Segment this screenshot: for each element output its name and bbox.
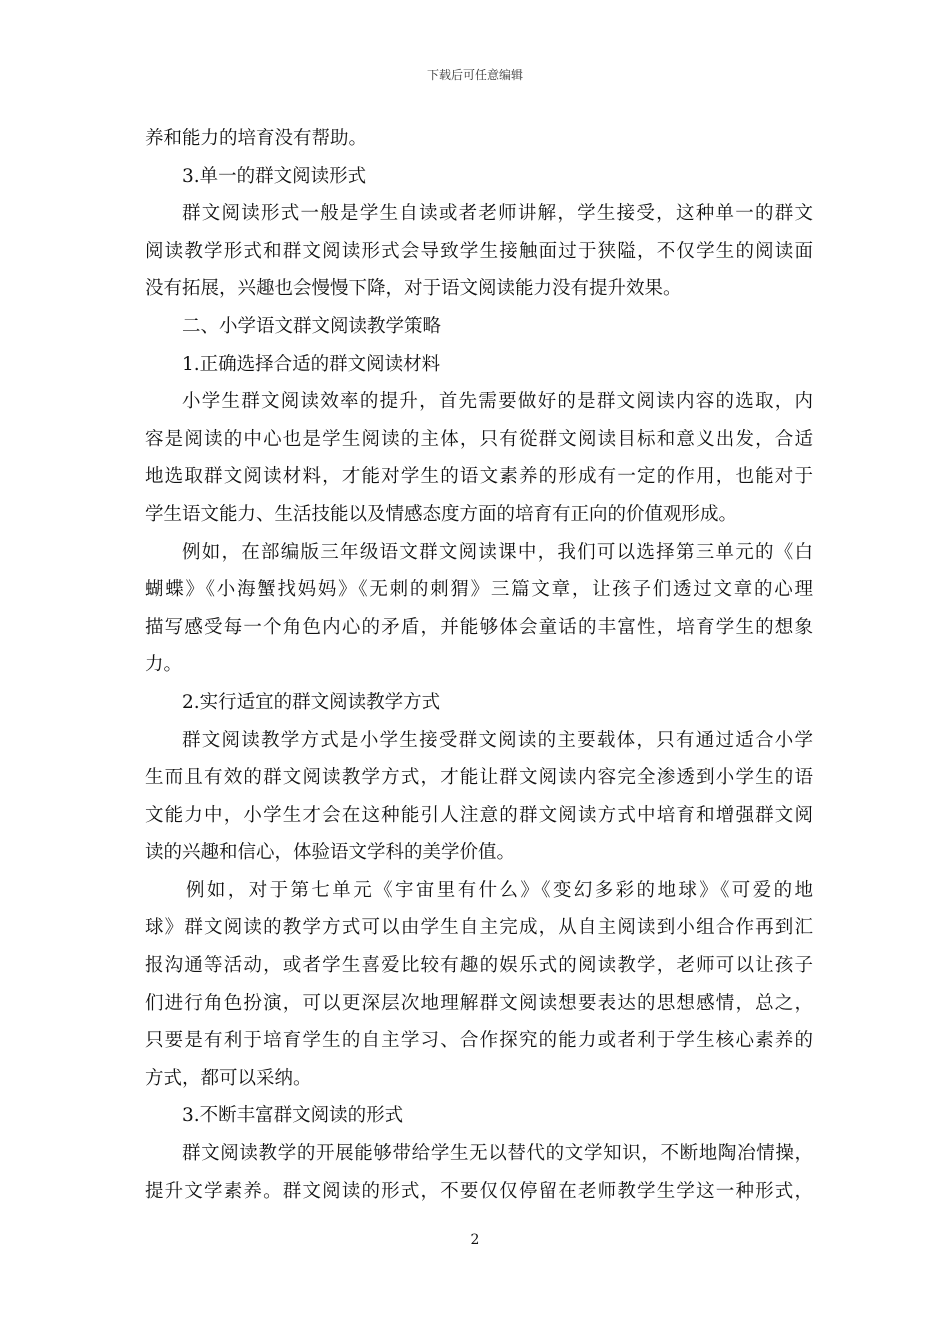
section-heading: 2.实行适宜的群文阅读教学方式 xyxy=(182,691,441,713)
body-text xyxy=(145,120,813,1210)
text-line: 学生语文能力、生活技能以及情感态度方面的培育有正向的价值观形成。 xyxy=(145,503,738,525)
text-line: 们进行角色扮演，可以更深层次地理解群文阅读想要表达的思想感情，总之， xyxy=(145,992,813,1014)
text-line: 没有拓展，兴趣也会慢慢下降，对于语文阅读能力没有提升效果。 xyxy=(145,278,682,300)
text-line: 方式，都可以采纳。 xyxy=(145,1067,312,1089)
text-line: 群文阅读教学的开展能够带给学生无以替代的文学知识，不断地陶冶情操， xyxy=(182,1143,813,1165)
section-heading: 3.单一的群文阅读形式 xyxy=(182,165,367,187)
text-line: 文能力中，小学生才会在这种能引人注意的群文阅读方式中培育和增强群文阅 xyxy=(145,804,813,826)
text-line: 例如，在部编版三年级语文群文阅读课中，我们可以选择第三单元的《白 xyxy=(182,541,813,563)
text-line: 阅读教学形式和群文阅读形式会导致学生接触面过于狭隘，不仅学生的阅读面 xyxy=(145,240,813,262)
text-line: 蝴蝶》《小海蟹找妈妈》《无刺的刺猬》三篇文章，让孩子们透过文章的心理 xyxy=(145,579,813,601)
text-line: 养和能力的培育没有帮助。 xyxy=(145,128,368,149)
text-line: 容是阅读的中心也是学生阅读的主体，只有從群文阅读目标和意义出发，合适 xyxy=(145,428,813,450)
page-number: 2 xyxy=(470,1232,480,1248)
text-line: 描写感受每一个角色内心的矛盾，并能够体会童话的丰富性，培育学生的想象 xyxy=(145,616,813,638)
section-heading: 1.正确选择合适的群文阅读材料 xyxy=(182,353,441,375)
page-header: 下载后可任意编辑 xyxy=(426,68,523,82)
text-line: 生而且有效的群文阅读教学方式，才能让群文阅读内容完全渗透到小学生的语 xyxy=(145,767,813,789)
text-line: 提升文学素养。群文阅读的形式，不要仅仅停留在老师教学生学这一种形式， xyxy=(145,1180,813,1202)
text-line: 例如，对于第七单元《宇宙里有什么》《变幻多彩的地球》《可爱的地 xyxy=(186,879,813,901)
text-line: 只要是有利于培育学生的自主学习、合作探究的能力或者利于学生核心素养的 xyxy=(145,1030,813,1052)
text-line: 群文阅读教学方式是小学生接受群文阅读的主要载体，只有通过适合小学 xyxy=(182,729,813,751)
section-heading: 3.不断丰富群文阅读的形式 xyxy=(182,1105,404,1127)
text-line: 地选取群文阅读材料，才能对学生的语文素养的形成有一定的作用，也能对于 xyxy=(145,466,813,488)
text-line: 球》群文阅读的教学方式可以由学生自主完成，从自主阅读到小组合作再到汇 xyxy=(145,917,813,939)
text-line: 报沟通等活动，或者学生喜爱比较有趣的娱乐式的阅读教学，老师可以让孩子 xyxy=(145,955,813,977)
section-heading: 二、小学语文群文阅读教学策略 xyxy=(182,315,442,337)
text-line: 小学生群文阅读效率的提升，首先需要做好的是群文阅读内容的选取，内 xyxy=(182,391,813,413)
text-line: 读的兴趣和信心，体验语文学科的美学价值。 xyxy=(145,842,516,864)
text-line: 群文阅读形式一般是学生自读或者老师讲解，学生接受，这种单一的群文 xyxy=(182,203,813,225)
text-line: 力。 xyxy=(145,654,183,676)
